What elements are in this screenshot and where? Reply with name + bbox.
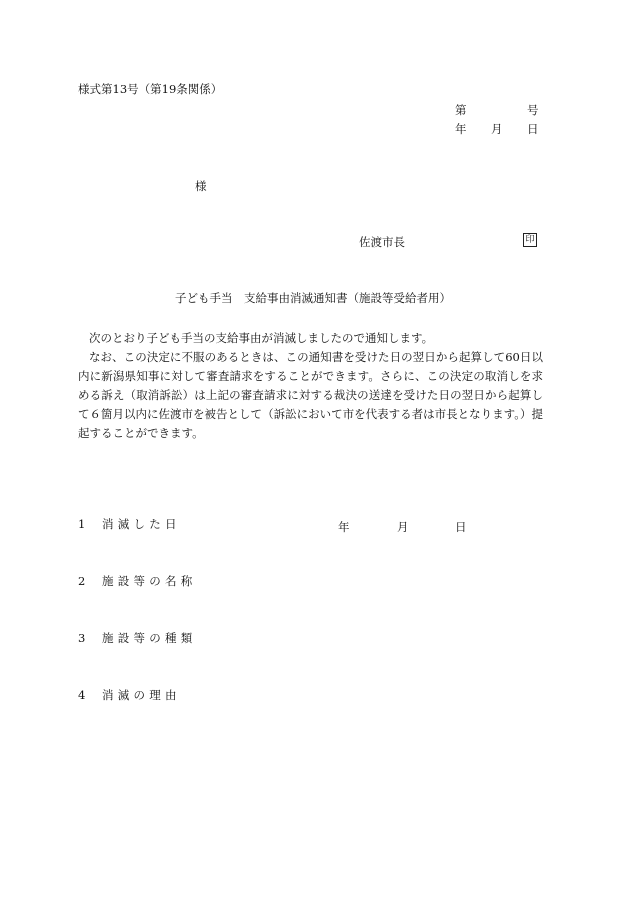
extinction-year: 年 xyxy=(338,520,350,534)
date-month: 月 xyxy=(491,122,503,136)
date-day: 日 xyxy=(527,122,539,136)
addressee-honorific: 様 xyxy=(195,179,207,193)
item-number: 2 xyxy=(78,574,86,588)
date-year: 年 xyxy=(455,122,467,136)
item-label: 消 滅 し た 日 xyxy=(102,517,177,531)
seal-stamp xyxy=(523,233,537,247)
extinction-day: 日 xyxy=(455,520,467,534)
extinction-month: 月 xyxy=(397,520,409,534)
number-suffix: 号 xyxy=(527,103,539,117)
notice-body xyxy=(78,329,543,443)
item-label: 施 設 等 の 種 類 xyxy=(102,631,193,645)
number-prefix: 第 xyxy=(455,103,467,117)
item-label: 施 設 等 の 名 称 xyxy=(102,574,193,588)
document-title: 子ども手当 支給事由消滅通知書（施設等受給者用） xyxy=(175,291,451,305)
body-paragraph-1: 次のとおり子ども手当の支給事由が消滅しましたので通知します。 xyxy=(89,331,434,345)
item-number: 4 xyxy=(78,688,86,702)
body-paragraph-2: なお、この決定に不服のあるときは、この通知書を受けた日の翌日から起算して60日以内に新潟県知事に対して審査請求をすることができます。さらに、この決定の取消しを求める訴え（取消訴訟）は上記の審査請求に対する裁決の送達を受けた日の翌日から起算して６箇月以内に佐渡市を被告として（訴訟において市を代表する者は市長となります。）提起することができます。 xyxy=(78,350,543,440)
item-label: 消 滅 の 理 由 xyxy=(102,688,177,702)
form-number: 様式第13号（第19条関係） xyxy=(78,82,223,96)
item-number: 3 xyxy=(78,631,86,645)
item-number: 1 xyxy=(78,517,86,531)
seal-char: 印 xyxy=(525,234,535,245)
issuer-name: 佐渡市長 xyxy=(359,235,405,249)
